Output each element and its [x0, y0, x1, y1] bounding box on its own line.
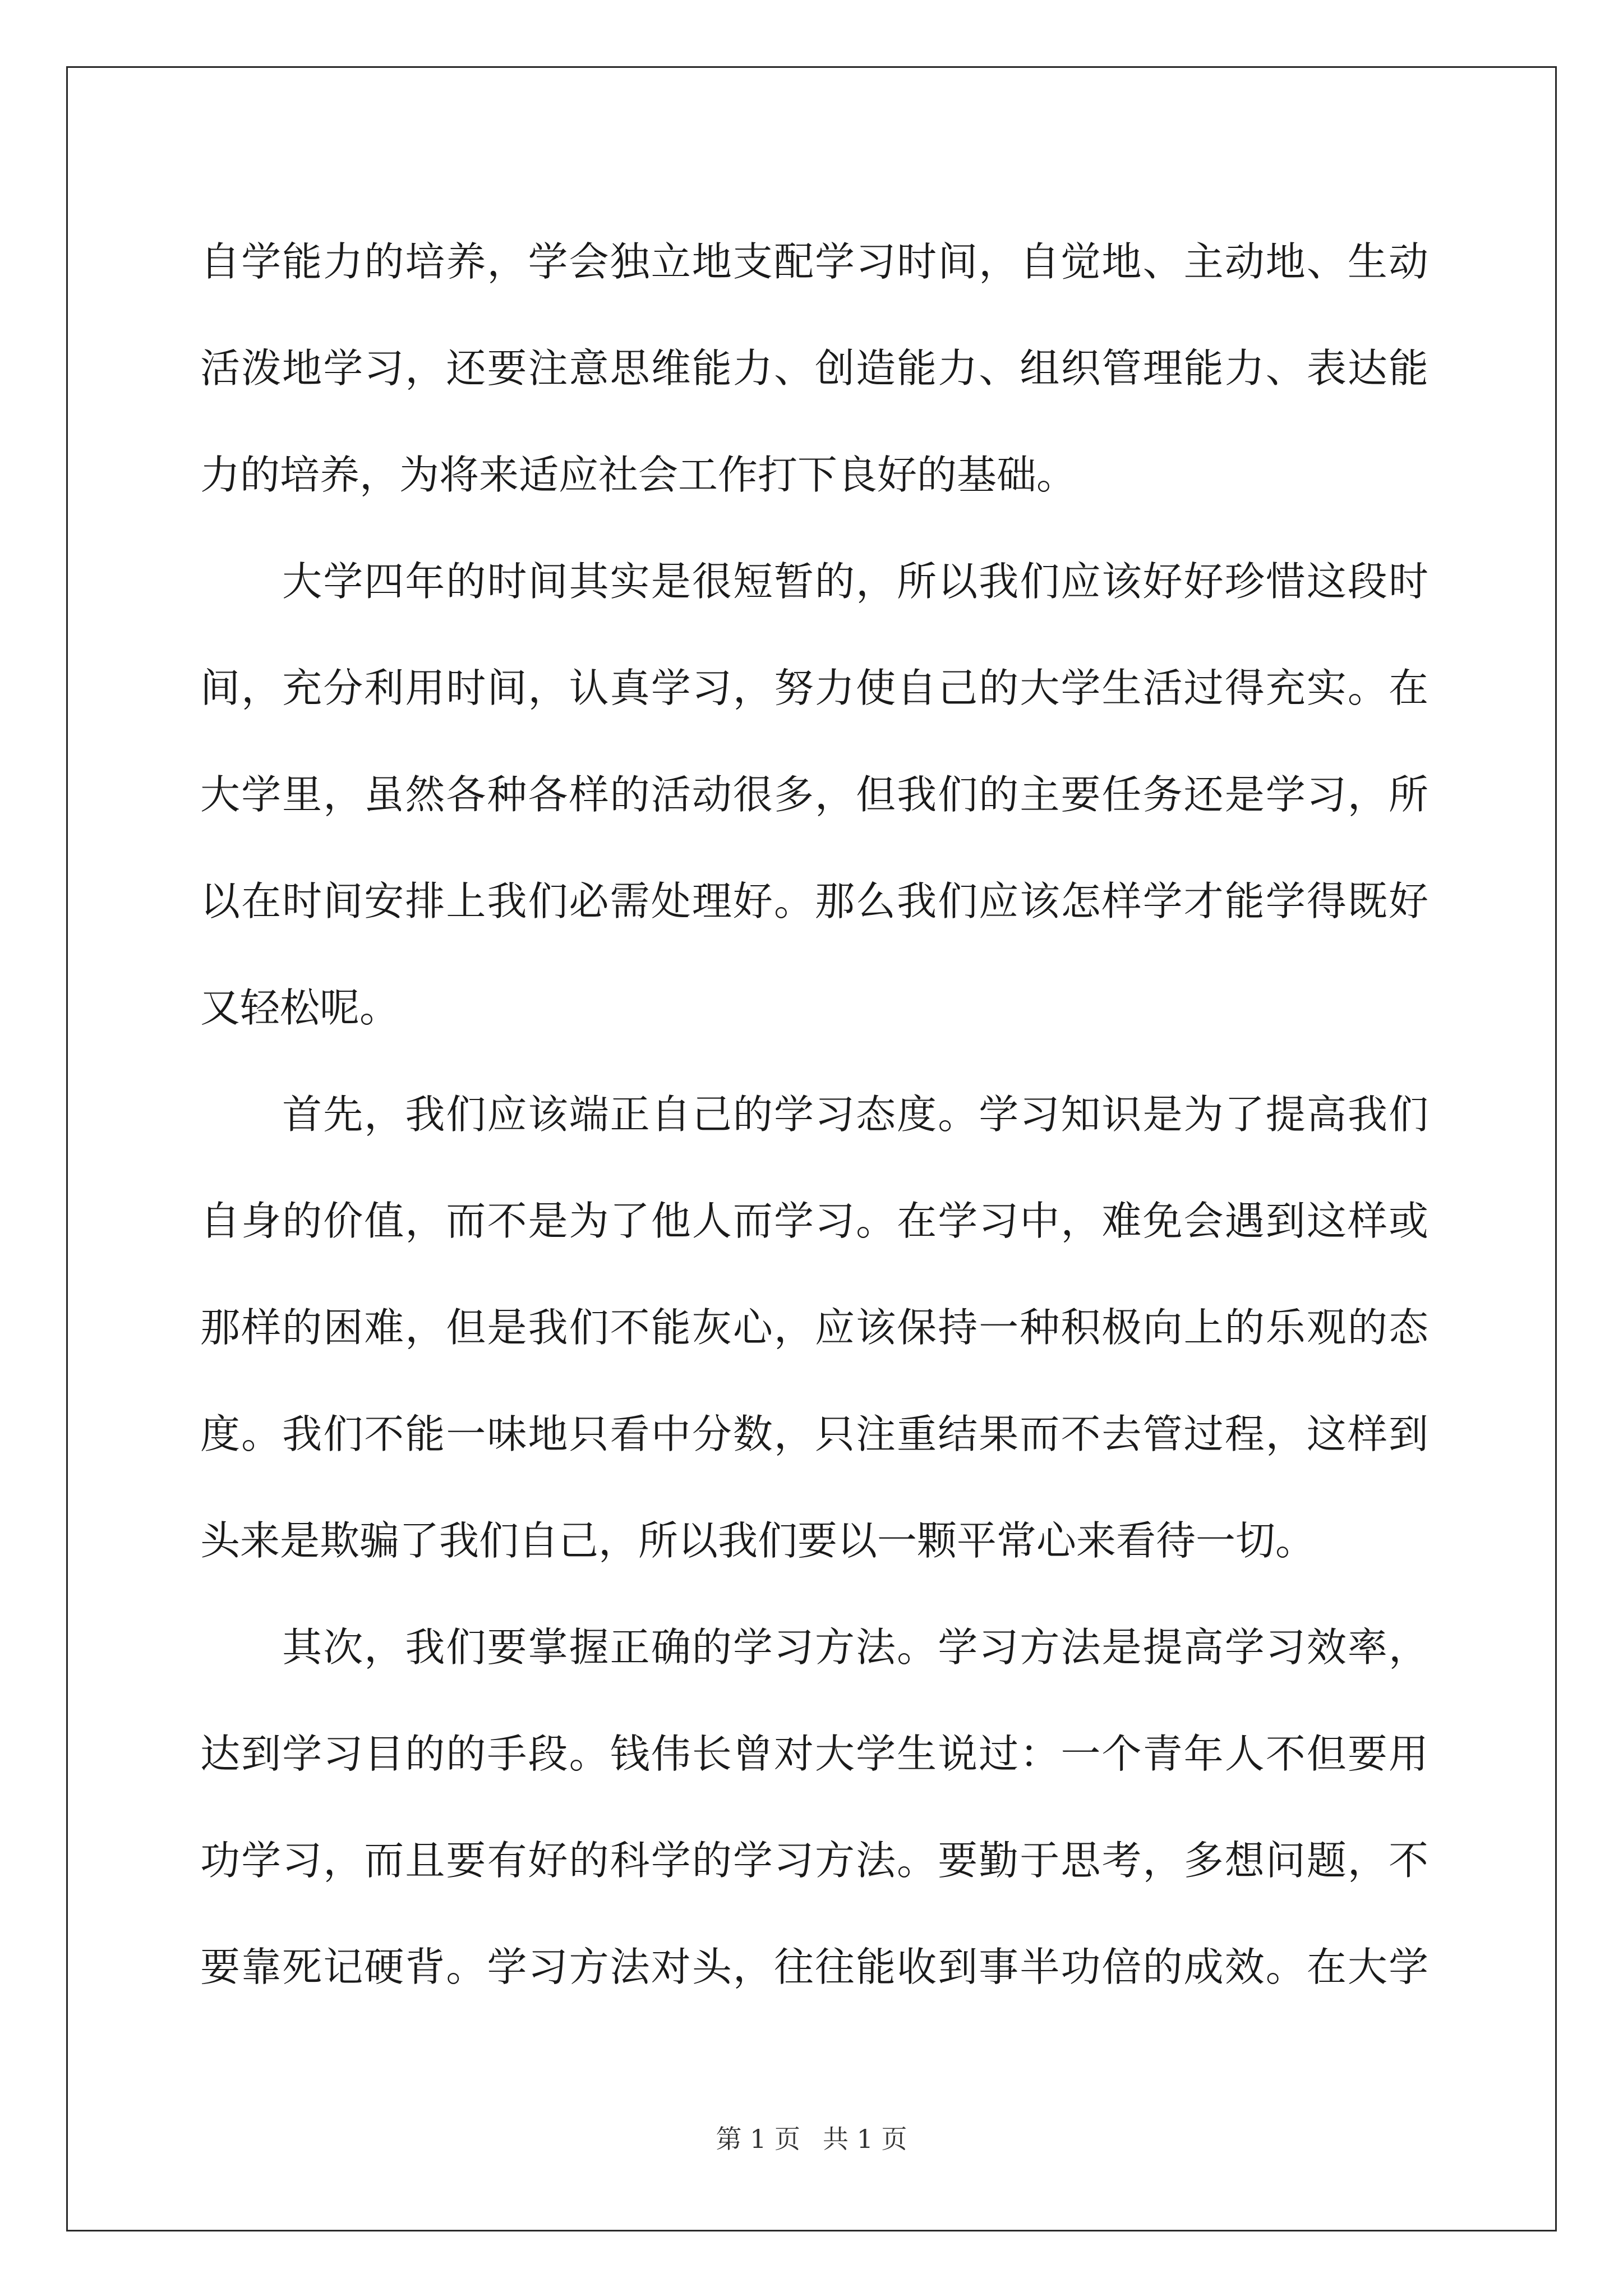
text-line: 其次，我们要掌握正确的学习方法。学习方法是提高学习效率，	[200, 1624, 1428, 1671]
text-line: 那样的困难，但是我们不能灰心，应该保持一种积极向上的乐观的态	[200, 1304, 1428, 1351]
text-line: 大学四年的时间其实是很短暂的，所以我们应该好好珍惜这段时	[200, 558, 1428, 605]
page-footer	[0, 2122, 1623, 2156]
document-body	[200, 209, 1428, 2021]
text-line: 活泼地学习，还要注意思维能力、创造能力、组织管理能力、表达能	[200, 345, 1428, 392]
text-line: 头来是欺骗了我们自己，所以我们要以一颗平常心来看待一切。	[200, 1517, 1316, 1564]
text-line: 又轻松呢。	[200, 984, 400, 1031]
page-total: 共 1 页	[823, 2124, 907, 2154]
text-line: 首先，我们应该端正自己的学习态度。学习知识是为了提高我们	[200, 1091, 1428, 1138]
text-line: 自身的价值，而不是为了他人而学习。在学习中，难免会遇到这样或	[200, 1198, 1428, 1244]
text-line: 大学里，虽然各种各样的活动很多，但我们的主要任务还是学习，所	[200, 771, 1428, 818]
text-line: 自学能力的培养，学会独立地支配学习时间，自觉地、主动地、生动	[200, 238, 1428, 285]
text-line: 间，充分利用时间，认真学习，努力使自己的大学生活过得充实。在	[200, 665, 1428, 711]
text-line: 度。我们不能一味地只看中分数，只注重结果而不去管过程，这样到	[200, 1411, 1428, 1457]
text-line: 要靠死记硬背。学习方法对头，往往能收到事半功倍的成效。在大学	[200, 1944, 1428, 1990]
text-line: 功学习，而且要有好的科学的学习方法。要勤于思考，多想问题，不	[200, 1837, 1428, 1884]
text-line: 达到学习目的的手段。钱伟长曾对大学生说过：一个青年人不但要用	[200, 1731, 1428, 1777]
text-line: 以在时间安排上我们必需处理好。那么我们应该怎样学才能学得既好	[200, 878, 1428, 924]
text-line: 力的培养，为将来适应社会工作打下良好的基础。	[200, 452, 1077, 498]
page-number: 第 1 页	[716, 2124, 800, 2154]
